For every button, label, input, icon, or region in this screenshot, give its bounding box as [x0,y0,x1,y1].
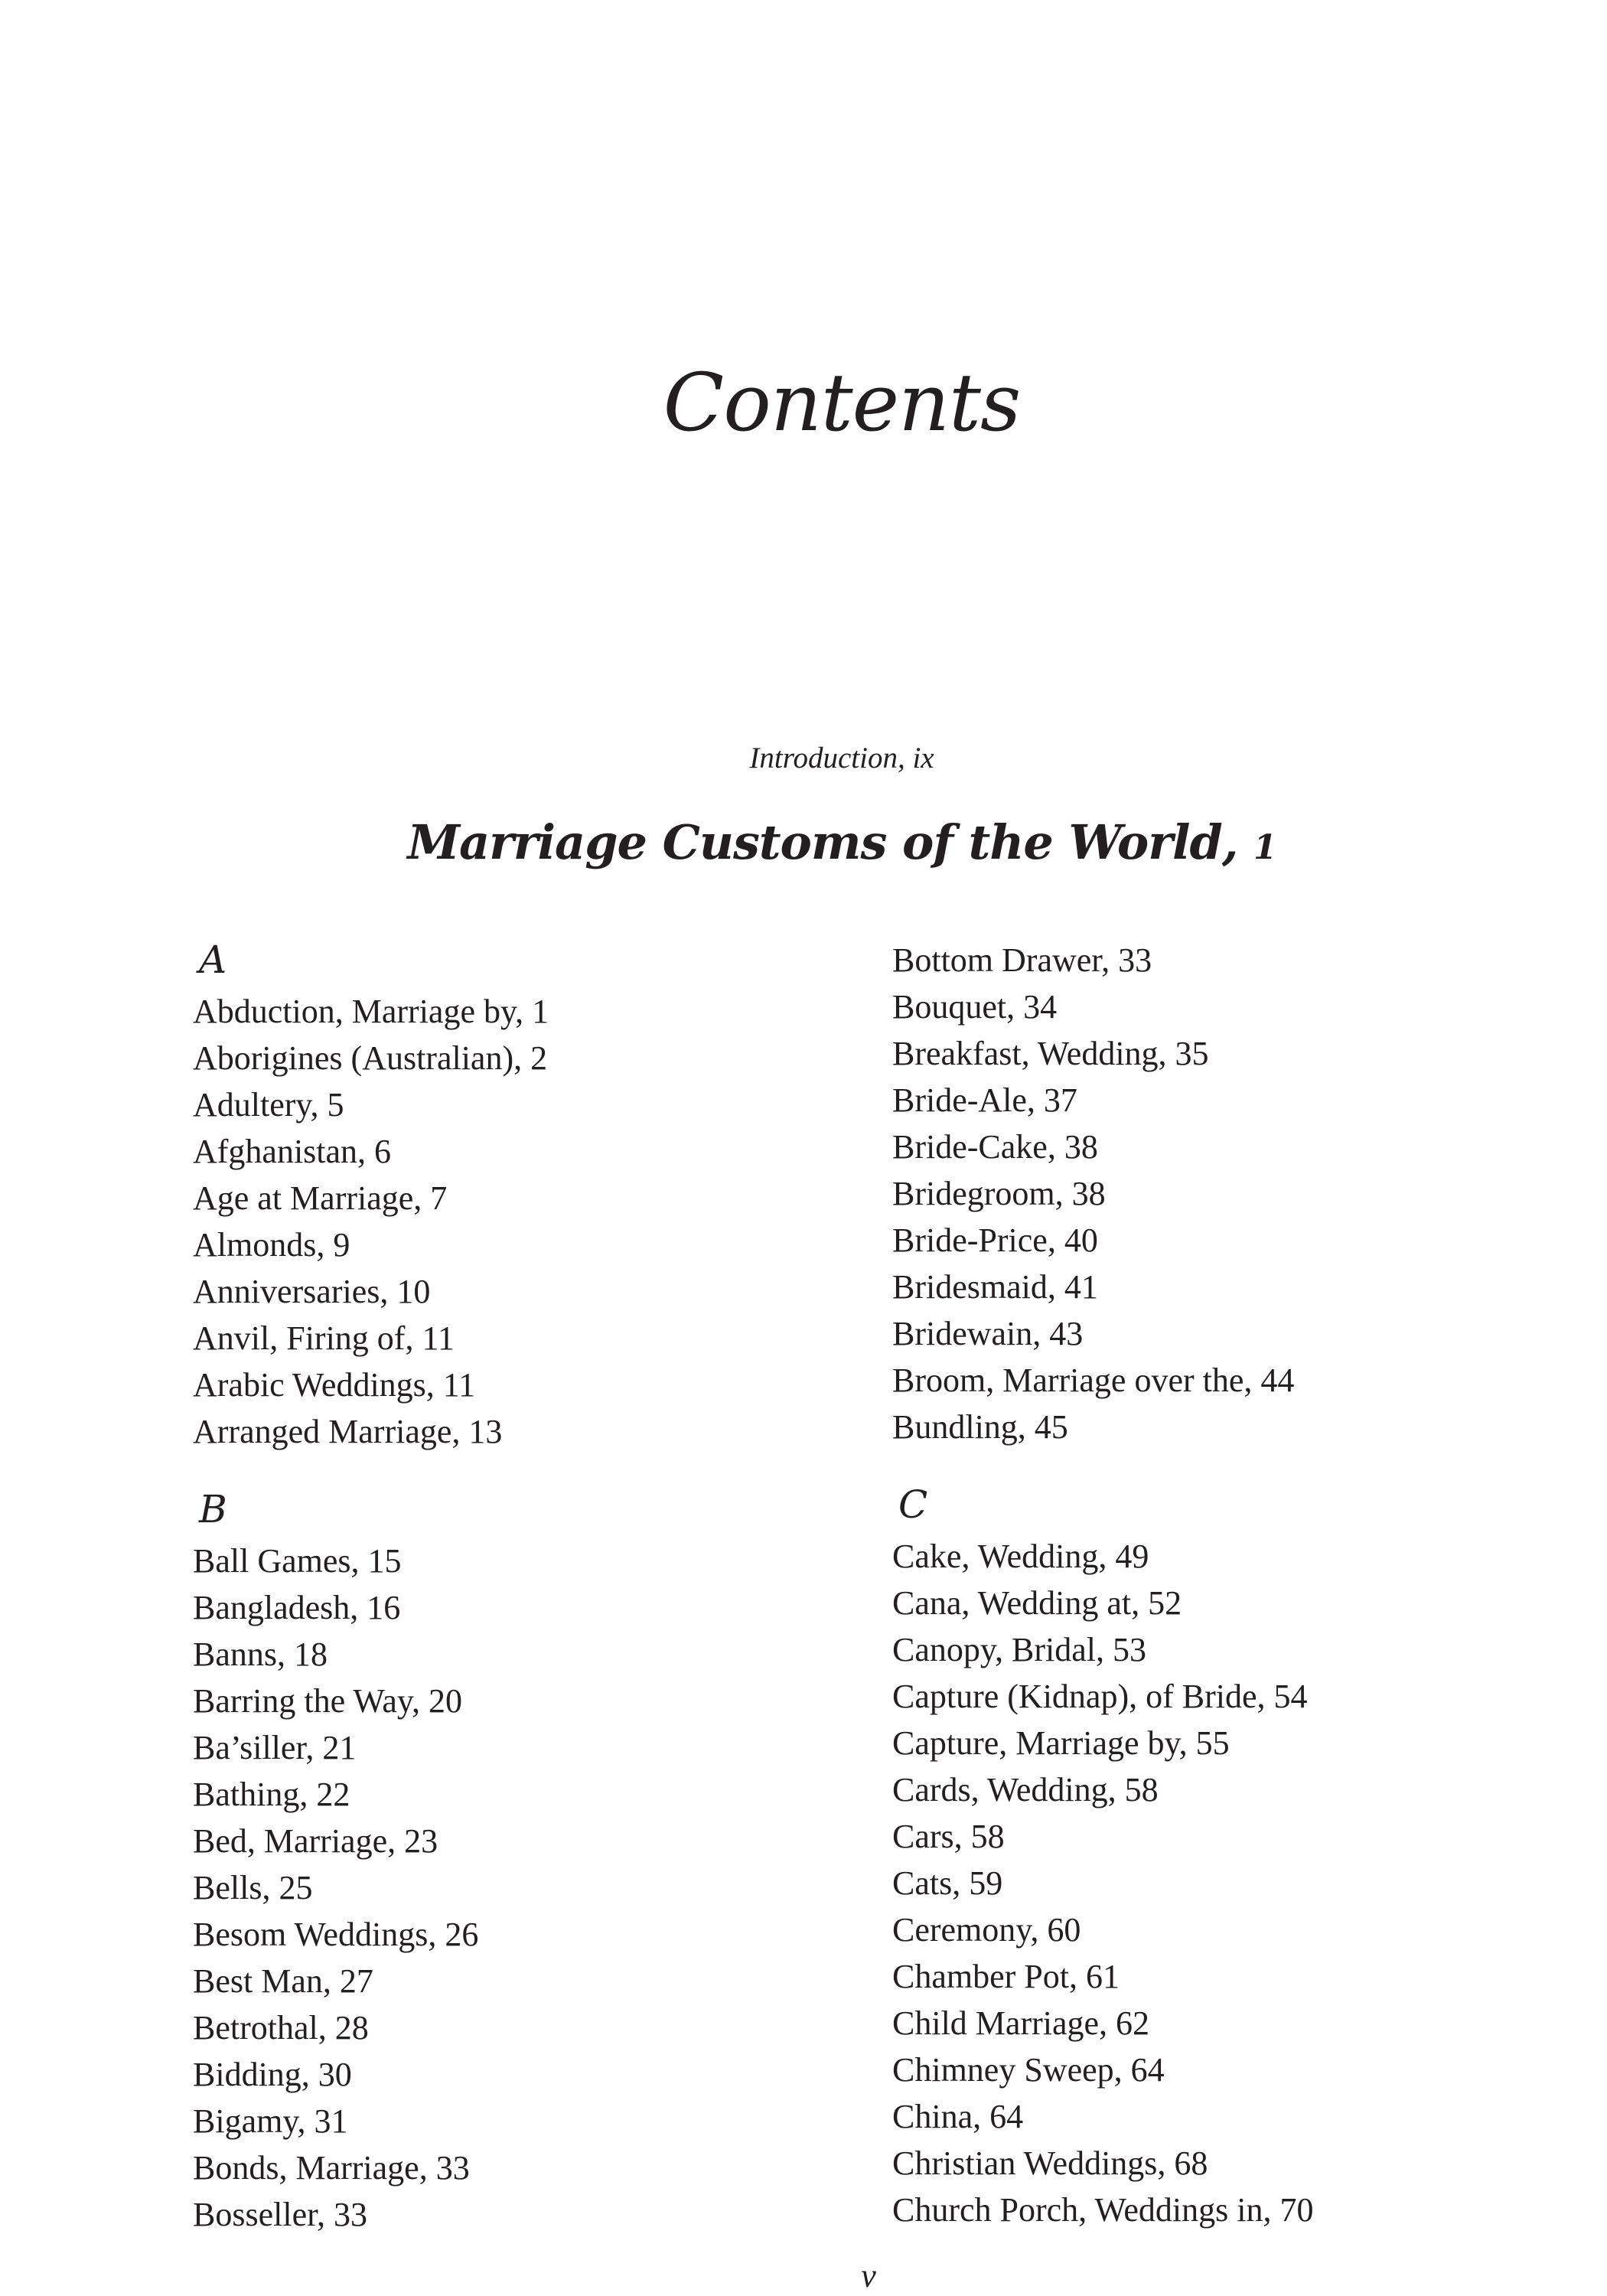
group-spacer [193,1455,851,1482]
contents-entry: Arranged Marriage, 13 [193,1413,503,1450]
contents-entry: Adultery, 5 [193,1086,344,1124]
contents-entry: China, 64 [892,2098,1024,2135]
contents-entry: Bouquet, 34 [892,988,1058,1026]
contents-entry: Bridegroom, 38 [892,1175,1106,1212]
contents-entry: Canopy, Bridal, 53 [892,1631,1146,1668]
contents-entry: Age at Marriage, 7 [193,1179,448,1217]
contents-entry: Cats, 59 [892,1864,1003,1902]
contents-entry: Bathing, 22 [193,1776,350,1813]
contents-entry: Bride-Price, 40 [892,1221,1098,1259]
contents-entry: Bangladesh, 16 [193,1589,401,1626]
letter-heading: A [199,938,227,982]
introduction-entry: Introduction, ix [749,742,934,775]
left-column [193,932,851,2238]
contents-entry: Bundling, 45 [892,1408,1068,1446]
letter-group-b-continued [892,937,1550,1450]
contents-entry: Cana, Wedding at, 52 [892,1584,1182,1622]
contents-entry: Ball Games, 15 [193,1542,402,1580]
contents-entry: Almonds, 9 [193,1226,350,1264]
contents-entry: Bonds, Marriage, 33 [193,2149,470,2187]
contents-entry: Besom Weddings, 26 [193,1916,479,1953]
letter-group-b [193,1482,851,2238]
contents-entry: Capture, Marriage by, 55 [892,1724,1230,1762]
contents-entry: Arabic Weddings, 11 [193,1366,476,1404]
section-title: Marriage Customs of the World, [407,814,1238,870]
contents-entry: Bidding, 30 [193,2056,352,2093]
contents-entry: Broom, Marriage over the, 44 [892,1362,1295,1399]
contents-entry: Betrothal, 28 [193,2009,369,2047]
contents-entry: Anvil, Firing of, 11 [193,1319,455,1357]
contents-entry: Bridesmaid, 41 [892,1268,1098,1306]
contents-entry: Bed, Marriage, 23 [193,1822,438,1860]
contents-entry: Capture (Kidnap), of Bride, 54 [892,1678,1308,1715]
right-column [892,932,1550,2233]
letter-heading: C [898,1482,928,1527]
contents-entry: Barring the Way, 20 [193,1682,463,1720]
contents-entry: Best Man, 27 [193,1962,373,2000]
contents-entry: Cake, Wedding, 49 [892,1538,1149,1575]
contents-entry: Aborigines (Australian), 2 [193,1039,548,1077]
contents-entry: Chamber Pot, 61 [892,1958,1120,1995]
contents-entry: Bells, 25 [193,1869,313,1906]
contents-entry: Chimney Sweep, 64 [892,2051,1165,2089]
contents-entry: Banns, 18 [193,1636,328,1673]
letter-heading: B [199,1487,227,1531]
contents-entry: Cards, Wedding, 58 [892,1771,1159,1808]
contents-entry: Bigamy, 31 [193,2102,348,2140]
contents-entry: Abduction, Marriage by, 1 [193,993,549,1030]
letter-group-a [193,932,851,1455]
page-number: v [861,2257,876,2294]
contents-entry: Bride-Ale, 37 [892,1081,1077,1119]
contents-entry: Afghanistan, 6 [193,1133,392,1170]
contents-entry: Church Porch, Weddings in, 70 [892,2191,1314,2229]
contents-entry: Bride-Cake, 38 [892,1128,1098,1166]
contents-entry: Ceremony, 60 [892,1911,1081,1949]
contents-entry: Breakfast, Wedding, 35 [892,1035,1209,1072]
contents-entry: Child Marriage, 62 [892,2004,1150,2042]
contents-entry: Cars, 58 [892,1818,1005,1855]
page-title: Contents [663,356,1021,449]
contents-entry: Christian Weddings, 68 [892,2144,1208,2182]
section-heading [0,814,1607,870]
contents-entry: Bridewain, 43 [892,1315,1084,1352]
contents-entry: Bottom Drawer, 33 [892,941,1152,979]
contents-entry: Anniversaries, 10 [193,1273,431,1310]
section-page-number: 1 [1253,828,1276,867]
contents-entry: Bosseller, 33 [193,2196,367,2233]
contents-entry: Ba’siller, 21 [193,1729,357,1766]
letter-group-c [892,1477,1550,2233]
